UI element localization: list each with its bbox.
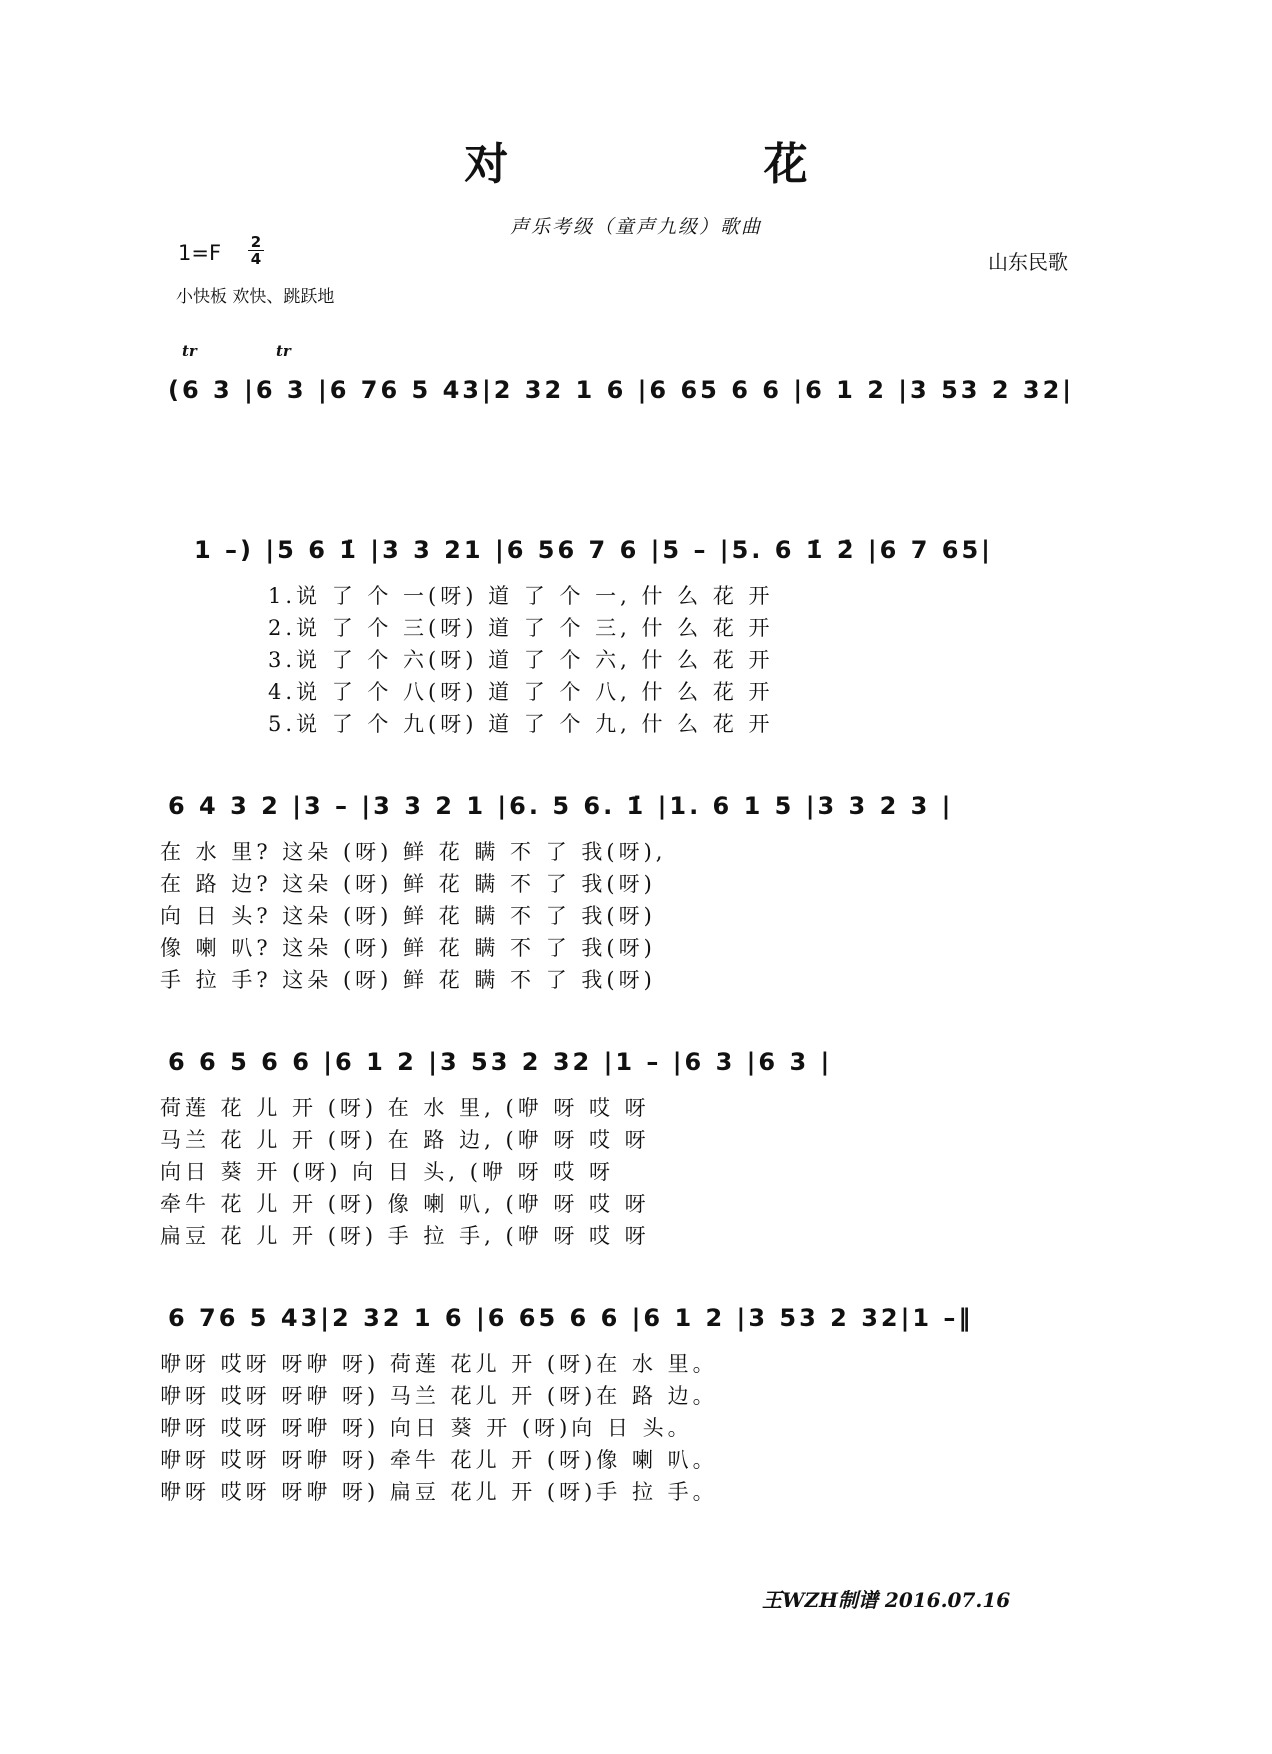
lyric-line: 咿呀 哎呀 呀咿 呀) 牵牛 花儿 开 (呀)像 喇 叭。 (160, 1448, 718, 1472)
staff-row-4 (0, 1040, 1272, 1100)
lyric-line: 3.说 了 个 六(呀) 道 了 个 六, 什 么 花 开 (268, 648, 774, 672)
lyric-line: 荷莲 花 儿 开 (呀) 在 水 里, (咿 呀 哎 呀 (160, 1096, 650, 1120)
tempo-marking: 小快板 欢快、跳跃地 (176, 287, 335, 307)
notation-line: 6 76 5 43|2 32 1 6 |6 65 6 6 |6 1 2 |3 53 2 32|1 –‖ (168, 1304, 974, 1332)
song-origin: 山东民歌 (988, 250, 1068, 274)
staff-row-1 (0, 342, 1272, 428)
lyric-line: 4.说 了 个 八(呀) 道 了 个 八, 什 么 花 开 (268, 680, 774, 704)
lyric-line: 像 喇 叭? 这朵 (呀) 鲜 花 瞒 不 了 我(呀) (160, 936, 656, 960)
lyric-line: 向日 葵 开 (呀) 向 日 头, (咿 呀 哎 呀 (160, 1160, 615, 1184)
lyric-line: 5.说 了 个 九(呀) 道 了 个 九, 什 么 花 开 (268, 712, 774, 736)
notation-line: 6 4 3 2 |3 – |3 3 2 1 |6. 5 6. 1̇ |1. 6 1 5 |3 3 2 3 | (168, 792, 954, 820)
song-subtitle: 声乐考级（童声九级）歌曲 (509, 216, 762, 238)
trill-mark: tr (182, 342, 197, 360)
lyric-line: 在 路 边? 这朵 (呀) 鲜 花 瞒 不 了 我(呀) (160, 872, 656, 896)
lyric-line: 马兰 花 儿 开 (呀) 在 路 边, (咿 呀 哎 呀 (160, 1128, 650, 1152)
lyric-line: 在 水 里? 这朵 (呀) 鲜 花 瞒 不 了 我(呀), (160, 840, 667, 864)
time-signature-bottom: 4 (248, 250, 264, 267)
song-title: 对 花 (464, 139, 928, 190)
staff-row-2 (0, 528, 1272, 588)
lyric-line: 手 拉 手? 这朵 (呀) 鲜 花 瞒 不 了 我(呀) (160, 968, 656, 992)
lyric-line: 向 日 头? 这朵 (呀) 鲜 花 瞒 不 了 我(呀) (160, 904, 656, 928)
lyric-line: 咿呀 哎呀 呀咿 呀) 马兰 花儿 开 (呀)在 路 边。 (160, 1384, 718, 1408)
lyric-line: 扁豆 花 儿 开 (呀) 手 拉 手, (咿 呀 哎 呀 (160, 1224, 650, 1248)
lyric-line: 1.说 了 个 一(呀) 道 了 个 一, 什 么 花 开 (268, 584, 774, 608)
staff-row-5 (0, 1296, 1272, 1356)
lyric-line: 咿呀 哎呀 呀咿 呀) 向日 葵 开 (呀)向 日 头。 (160, 1416, 693, 1440)
notation-line: 1 –) |5 6 1̇ |3 3 21 |6 56 7 6 |5 – |5. 6 1̇ 2̇ |6 7 65| (194, 536, 993, 564)
notation-line: 6 6 5 6 6 |6 1 2 |3 53 2 32 |1 – |6 3 |6 3 | (168, 1048, 833, 1076)
lyric-line: 牵牛 花 儿 开 (呀) 像 喇 叭, (咿 呀 哎 呀 (160, 1192, 650, 1216)
trill-mark: tr (276, 342, 291, 360)
lyric-line: 咿呀 哎呀 呀咿 呀) 扁豆 花儿 开 (呀)手 拉 手。 (160, 1480, 718, 1504)
notation-author-signature: 王WZH制谱 2016.07.16 (762, 1588, 1011, 1612)
staff-row-3 (0, 784, 1272, 844)
key-signature: 1=F (178, 241, 222, 265)
time-signature (248, 234, 264, 267)
notation-line: (6 3 |6 3 |6 76 5 43|2 32 1 6 |6 65 6 6 |6 1 2 |3 53 2 32| (168, 376, 1075, 404)
time-signature-top: 2 (250, 233, 262, 251)
lyric-line: 咿呀 哎呀 呀咿 呀) 荷莲 花儿 开 (呀)在 水 里。 (160, 1352, 718, 1376)
lyric-line: 2.说 了 个 三(呀) 道 了 个 三, 什 么 花 开 (268, 616, 774, 640)
